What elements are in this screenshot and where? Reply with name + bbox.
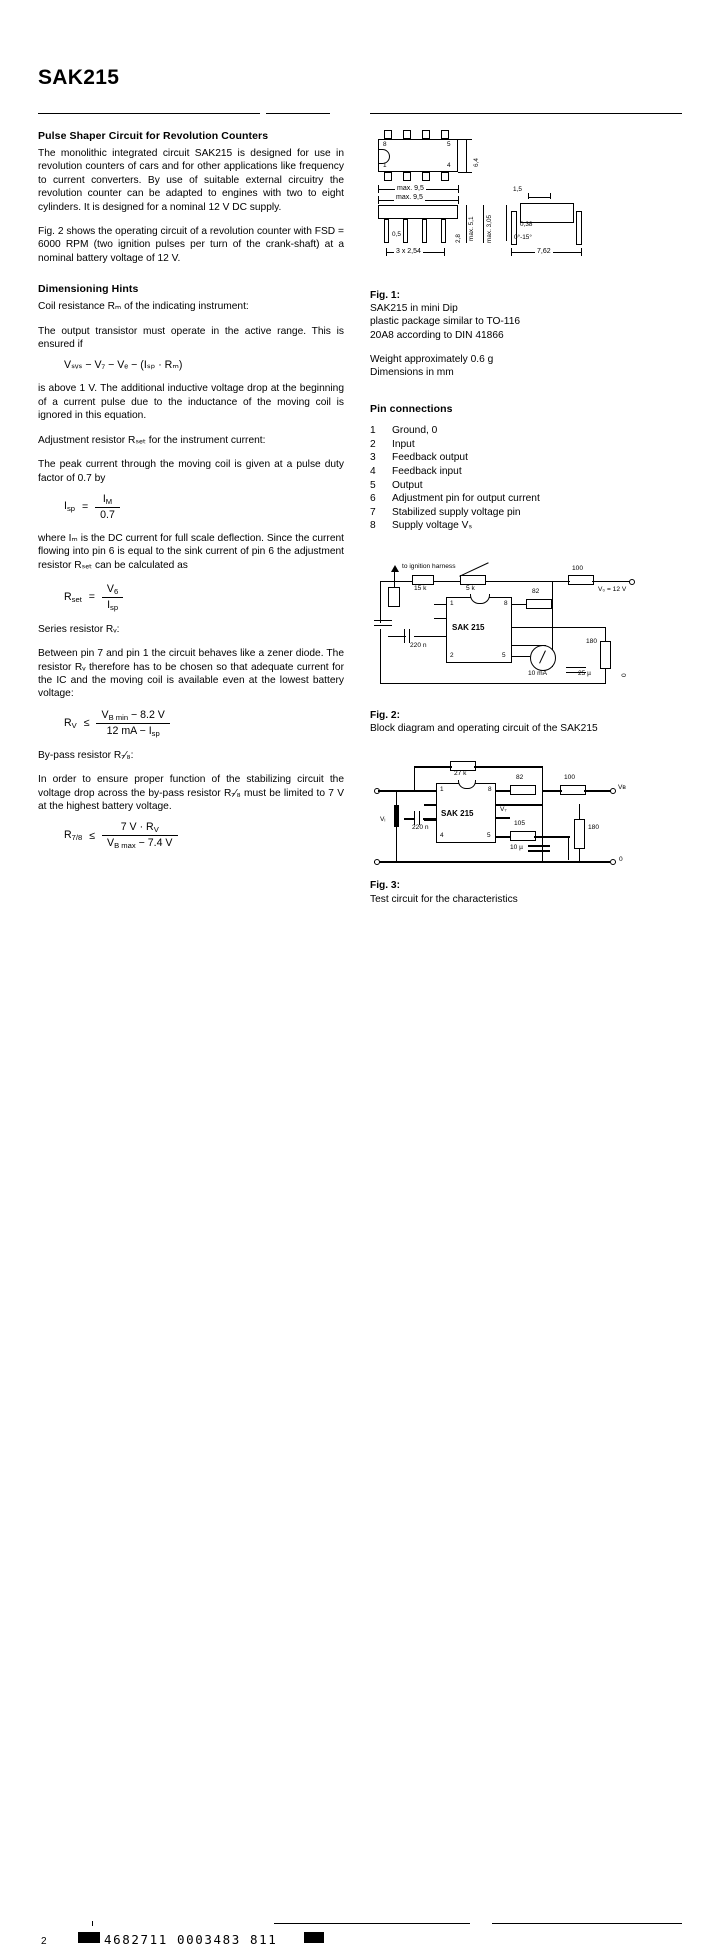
list-item <box>370 424 682 438</box>
figure-3-c-out <box>528 843 552 855</box>
package-top-mark-label: 1,5 <box>513 186 522 193</box>
package-seat-height-label: max. 5,1 <box>468 216 475 241</box>
formula-bypass-resistor <box>64 821 344 850</box>
figure-2-ic-name: SAK 215 <box>452 622 485 632</box>
figure-3-r-a-label: 82 <box>516 774 524 782</box>
figure-1-weight: Weight approximately 0.6 g <box>370 353 494 365</box>
figure-2-r-series-label: 100 <box>572 564 584 572</box>
page-number: 2 <box>41 1936 47 1947</box>
figure-3-v7-label: V₇ <box>500 806 507 814</box>
barcode-text: 4682711 0003483 811 <box>104 1932 278 1947</box>
package-pin-8-label: 8 <box>383 141 387 148</box>
figure-3-caption-block <box>370 879 682 905</box>
header-rule-left-tail <box>266 113 330 114</box>
formula-series-resistor <box>64 709 344 738</box>
text-bypass-resistor-heading: By-pass resistor R₇⁄₈: <box>38 749 134 761</box>
formula-peak-current-equals: = <box>81 500 89 513</box>
figure-2-caption: Block diagram and operating circuit of the SAK215 <box>370 723 598 735</box>
section-heading-dimensioning: Dimensioning Hints <box>38 283 139 296</box>
figure-3-ground-label: 0 <box>619 856 623 864</box>
figure-2-r-load-label: 180 <box>586 637 598 645</box>
text-series-resistor-heading: Series resistor Rᵥ: <box>38 623 120 635</box>
figure-2-r-feedback-label: 82 <box>532 587 540 595</box>
formula-set-resistor-denominator: $I_{sp}$ <box>102 597 123 612</box>
figure-3-pin-4: 4 <box>440 832 444 840</box>
formula-set-resistor-fraction <box>102 583 123 612</box>
figure-1-caption-block <box>370 289 682 379</box>
pin-number: 7 <box>370 506 376 518</box>
pin-name: Ground, 0 <box>392 425 438 437</box>
figure-2-c-out-label: 25 µ <box>578 669 591 677</box>
figure-3-r-c-label: 105 <box>514 820 526 828</box>
paragraph-after-formula-2: where Iₘ is the DC current for full scale deflection. Since the current flowing into pin 6 is equal to the sink current of pin 6 the adjustment resistor Rₛₑₜ can be calculated as <box>38 532 344 571</box>
formula-peak-current-lead: $I_{sp}$ <box>64 500 76 514</box>
footer-rule-left <box>274 1923 470 1924</box>
pin-name: Supply voltage Vₛ <box>392 520 473 532</box>
paragraph-after-formula-1: is above 1 V. The additional inductive voltage drop at the beginning of a current pulse due to the inductance of the moving coil is ignored in this equation. <box>38 383 344 422</box>
list-item <box>370 438 682 452</box>
figure-2-c-in-label: 220 n <box>410 641 427 649</box>
barcode-block-right <box>304 1932 324 1943</box>
list-item <box>370 506 682 520</box>
right-column <box>370 125 682 906</box>
figure-2-label: Fig. 2: <box>370 709 400 721</box>
figure-3-c-in-label: 220 n <box>412 824 429 832</box>
package-side-width-label: max. 9,5 <box>396 194 423 201</box>
formula-series-resistor-fraction <box>96 709 169 738</box>
figure-2-r-input-label: 15 k <box>414 584 427 592</box>
figure-2-input-cap <box>374 617 394 629</box>
formula-series-resistor-relation: ≤ <box>83 717 90 730</box>
formula-peak-current-numerator: $I_M$ <box>102 492 113 506</box>
figure-1-line-1: plastic package similar to TO-116 <box>370 316 521 328</box>
formula-bypass-resistor-relation: ≤ <box>89 829 96 842</box>
list-item <box>370 451 682 465</box>
figure-3-r-feedback-label: 27 k <box>454 770 467 778</box>
pin-number: 6 <box>370 493 376 505</box>
formula-series-resistor-denominator: 12 mA − $I_{sp}$ <box>96 723 169 738</box>
formula-series-resistor-numerator: $V_{B min} - 8.2$ V <box>101 708 165 722</box>
figure-1-label: Fig. 1: <box>370 290 400 301</box>
pin-number: 1 <box>370 425 376 437</box>
figure-3-caption: Test circuit for the characteristics <box>370 893 518 905</box>
figure-2-caption-block <box>370 709 682 735</box>
section-heading-pulse-shaper: Pulse Shaper Circuit for Revolution Counters <box>38 130 269 142</box>
paragraph-coil-resistance: The output transistor must operate in the active range. This is ensured if <box>38 325 344 351</box>
paragraph-fig2-reference: Fig. 2 shows the operating circuit of a revolution counter with FSD = 6000 RPM (two ignition pulses per turn of the crank-shaft) at a nominal battery voltage of 12 V. <box>38 226 344 264</box>
left-column <box>38 130 344 861</box>
pin-number: 4 <box>370 466 376 477</box>
figure-3-r-d-label: 180 <box>588 824 600 832</box>
figure-2-meter-label: 10 mA <box>528 669 548 677</box>
header-rule-left <box>38 113 260 114</box>
figure-3-ic-name: SAK 215 <box>441 809 474 819</box>
pin-connections-list <box>370 424 682 533</box>
page-title: SAK215 <box>38 66 120 89</box>
footer-rule-right <box>492 1923 682 1924</box>
formula-peak-current-fraction <box>95 493 120 521</box>
figure-1-line-2: 20A8 according to DIN 41866 <box>370 329 504 341</box>
package-lead-pitch-label: 3 x 2,54 <box>396 248 421 255</box>
formula-active-range <box>64 359 344 371</box>
formula-bypass-resistor-lead: $R_{7/8}$ <box>64 829 83 843</box>
pin-name: Feedback input <box>392 466 462 477</box>
pin-number: 2 <box>370 438 376 450</box>
formula-series-resistor-lead: $R_V$ <box>64 716 77 730</box>
figure-3-label: Fig. 3: <box>370 880 400 892</box>
figure-3-pin-8: 8 <box>488 786 492 794</box>
pin-name: Stabilized supply voltage pin <box>392 506 521 518</box>
formula-set-resistor <box>64 583 344 612</box>
formula-set-resistor-lead: $R_{set}$ <box>64 590 82 604</box>
pin-connections-block <box>370 403 682 533</box>
formula-set-resistor-equals: = <box>88 591 95 604</box>
figure-3-vin-label: Vᵢ <box>380 816 386 824</box>
pin-connections-heading: Pin connections <box>370 403 453 416</box>
figure-3-c-out-label: 10 µ <box>510 844 523 852</box>
pin-name: Input <box>392 438 415 450</box>
formula-bypass-resistor-fraction <box>102 821 178 850</box>
package-lead-length-label: max. 3,05 <box>486 214 493 243</box>
figure-3-pin-1: 1 <box>440 786 444 794</box>
figure-2-ground-label: 0 <box>621 673 628 677</box>
figure-1-package-drawings <box>370 125 682 275</box>
formula-bypass-resistor-numerator: 7 $V \cdot R_V$ <box>120 821 159 835</box>
figure-3-schematic <box>370 759 682 869</box>
package-gap-label: 2,8 <box>455 234 462 243</box>
figure-3-vb-label: Vʙ <box>618 784 626 792</box>
figure-1-line-0: SAK215 in mini Dip <box>370 303 458 315</box>
figure-2-pin-1: 1 <box>450 599 454 607</box>
paragraph-series-resistor: Between pin 7 and pin 1 the circuit behaves like a zener diode. The resistor Rᵥ therefore has to be chosen so that adequate current for the IC and the moving coil is available even at the lowest battery voltage: <box>38 648 344 700</box>
figure-2-pin-8: 8 <box>504 599 508 607</box>
barcode-block-left <box>78 1932 100 1943</box>
figure-3-pin-5: 5 <box>487 832 491 840</box>
package-angle-label: 0°-15° <box>514 234 532 241</box>
package-body-height-label: 6,4 <box>473 158 480 167</box>
package-pin-5-label: 5 <box>447 141 451 148</box>
figure-2-pin-2: 2 <box>450 651 454 659</box>
pin-number: 3 <box>370 452 376 464</box>
figure-1-dimensions: Dimensions in mm <box>370 367 454 379</box>
pin-name: Output <box>392 479 423 491</box>
list-item <box>370 465 682 479</box>
page-footer <box>0 958 720 1947</box>
figure-2-source-label: to ignition harness <box>402 562 456 570</box>
figure-2-schematic <box>370 557 682 697</box>
pin-name: Feedback output <box>392 452 468 464</box>
pin-name: Adjustment pin for output current <box>392 493 540 505</box>
package-pin-thickness-label: 0,38 <box>520 221 533 228</box>
list-item <box>370 519 682 533</box>
pin-number: 5 <box>370 479 376 491</box>
text-adjustment-resistor-heading: Adjustment resistor Rₛₑₜ for the instrument current: <box>38 434 266 446</box>
package-lead-width-label: 0,5 <box>392 231 401 238</box>
figure-2-r-trim-label: 5 k <box>466 584 475 592</box>
pin-number: 8 <box>370 520 376 532</box>
package-pin-4-label: 4 <box>447 162 451 169</box>
paragraph-bypass-resistor: In order to ensure proper function of the stabilizing circuit the voltage drop across the by-pass resistor R₇⁄₈ must be limited to 7 V at the highest battery voltage. <box>38 774 344 812</box>
list-item <box>370 479 682 493</box>
package-pin-1-label: 1 <box>383 162 387 169</box>
paragraph-adjustment-resistor: The peak current through the moving coil is given at a pulse duty factor of 0.7 by <box>38 459 344 484</box>
package-width-label: max. 9,5 <box>397 185 424 192</box>
formula-peak-current <box>64 493 344 521</box>
figure-2-supply-label: V₀ = 12 V <box>598 585 627 593</box>
formula-peak-current-denominator: 0.7 <box>95 507 120 521</box>
text-coil-resistance-line: Coil resistance Rₘ of the indicating instrument: <box>38 301 249 313</box>
list-item <box>370 492 682 506</box>
figure-3-r-b-label: 100 <box>564 774 576 782</box>
header-rule-right <box>370 113 682 114</box>
figure-2-pin-5: 5 <box>502 651 506 659</box>
paragraph-intro: The monolithic integrated circuit SAK215 is designed for use in revolution counters of cars and for other applications like frequency to current converters. By use of suitable external circuitry the revolution counter can be adapted to engines with two to eight cylinders. It is designed for a nominal 12 V DC supply. <box>38 148 344 213</box>
formula-active-range-text: Vₛᵥₛ − V₇ − Vₑ − (Iₛₚ · Rₘ) <box>64 359 183 372</box>
formula-bypass-resistor-denominator: $V_{B max} - 7.4$ V <box>102 835 178 850</box>
package-pin-span-label: 7,62 <box>537 248 551 255</box>
formula-set-resistor-numerator: $V_6$ <box>106 583 119 596</box>
